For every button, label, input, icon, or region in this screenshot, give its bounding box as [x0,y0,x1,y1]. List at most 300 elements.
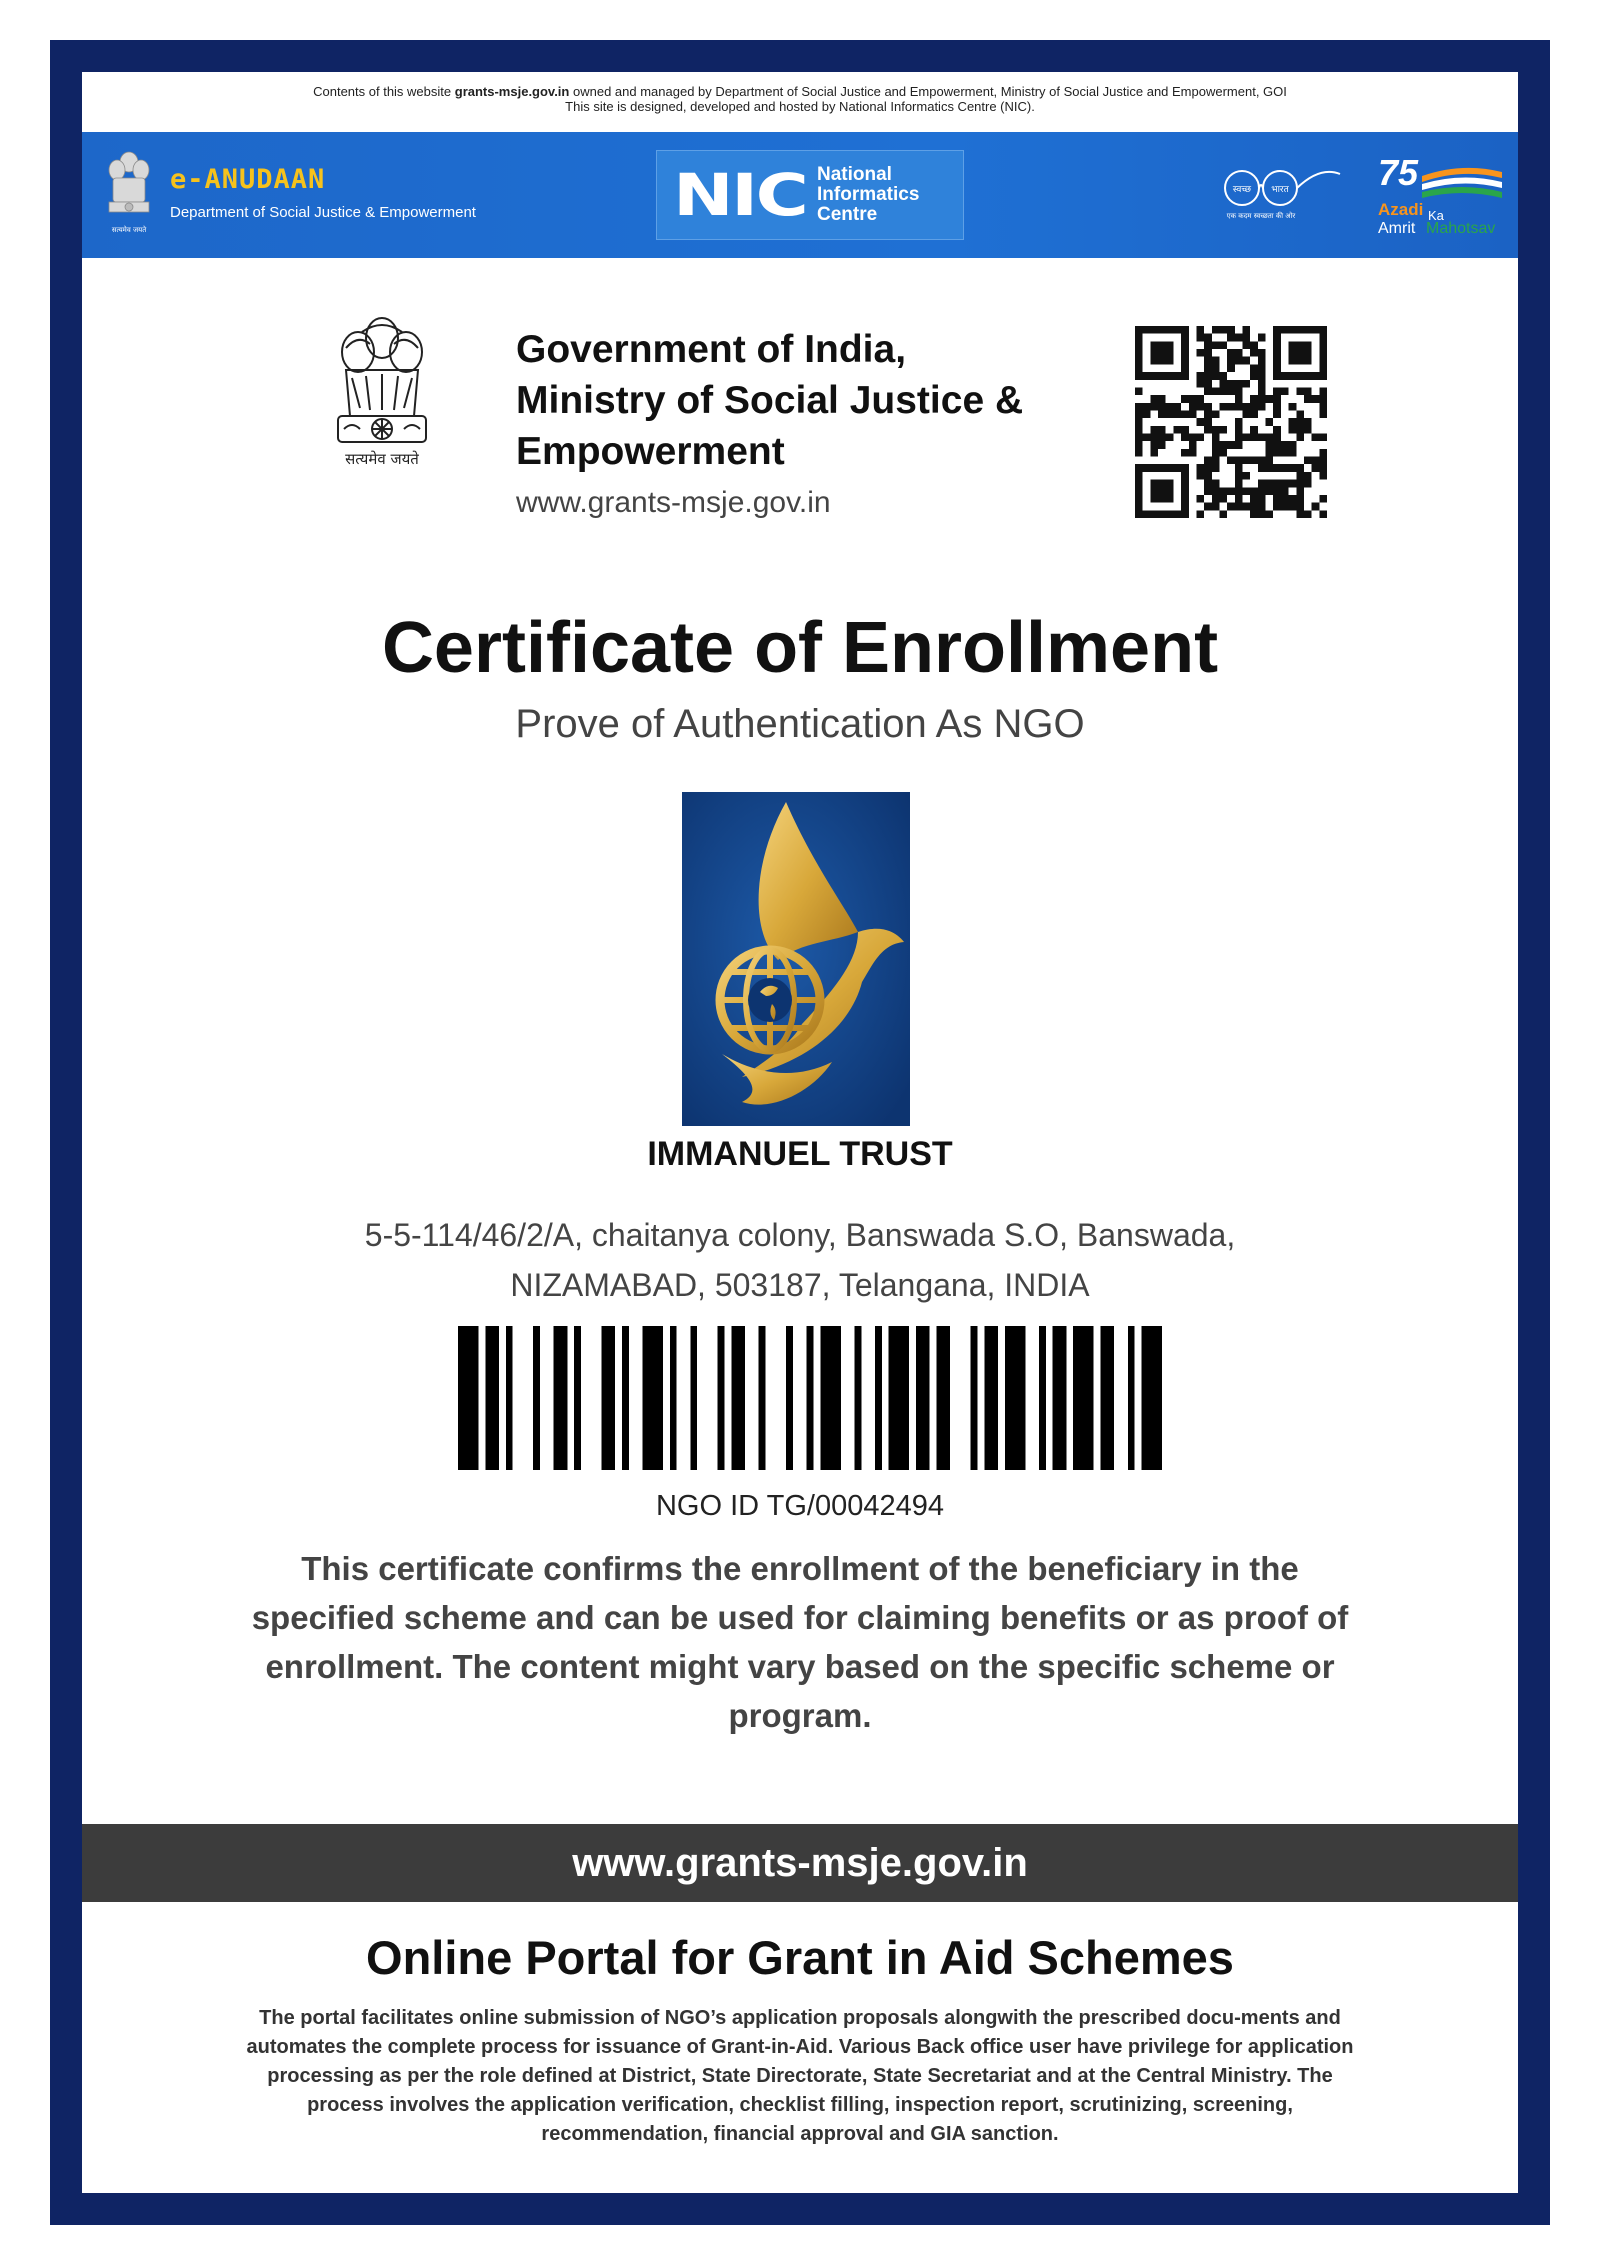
qr-module [1204,380,1212,388]
qr-module [1212,426,1220,434]
barcode-bar [485,1326,499,1470]
qr-module [1204,487,1212,495]
qr-module [1243,487,1251,495]
qr-module [1250,457,1258,465]
qr-module [1296,472,1304,480]
certificate-statement: This certificate confirms the enrollment of the beneficiary in the specified scheme and can be used for claiming benefits or as proof of enrollment. The content might vary based on the specific scheme or program. [251,1550,1349,1734]
azadi-number: 75 [1378,152,1419,193]
qr-module [1227,387,1235,395]
qr-module [1235,434,1243,442]
qr-module [1212,357,1220,365]
qr-module [1250,372,1258,380]
portal-name: e-ANUDAAN [170,164,326,195]
qr-module [1319,403,1327,411]
qr-module [1212,326,1220,334]
barcode-bar [786,1326,793,1470]
qr-module [1296,434,1304,442]
qr-module [1212,464,1220,472]
qr-module [1319,495,1327,503]
qr-module [1250,510,1258,518]
qr-module [1135,403,1143,411]
qr-module [1227,349,1235,357]
qr-module [1158,441,1166,449]
qr-module [1319,449,1327,457]
barcode-bar [875,1326,882,1470]
qr-module [1212,372,1220,380]
nic-mark: NIC [673,161,807,229]
qr-module [1273,434,1281,442]
qr-module [1227,380,1235,388]
barcode-bar [759,1326,766,1470]
qr-module [1196,395,1204,403]
qr-finder-square [1150,341,1173,364]
barcode-bar [854,1326,861,1470]
qr-module [1289,441,1297,449]
qr-module [1235,495,1243,503]
qr-module [1219,326,1227,334]
qr-module [1235,487,1243,495]
barcode-bar [807,1326,814,1470]
qr-module [1196,472,1204,480]
qr-module [1243,403,1251,411]
qr-module [1235,457,1243,465]
ngo-logo-dove-globe-icon [682,792,910,1126]
qr-module [1204,464,1212,472]
qr-module [1219,510,1227,518]
qr-module [1219,372,1227,380]
qr-module [1312,434,1320,442]
qr-module [1135,441,1143,449]
qr-module [1266,487,1274,495]
qr-module [1304,395,1312,403]
ngo-id: NGO ID TG/00042494 [655,1490,944,1522]
certificate-subtitle: Prove of Authentication As NGO [515,702,1085,746]
barcode-bar [533,1326,540,1470]
qr-module [1296,503,1304,511]
qr-module [1196,380,1204,388]
qr-module [1273,387,1281,395]
qr-finder-square [1289,341,1312,364]
qr-module [1135,426,1143,434]
qr-module [1227,503,1235,511]
qr-module [1281,495,1289,503]
qr-module [1266,480,1274,488]
qr-module [1289,418,1297,426]
barcode-bar [690,1326,697,1470]
qr-module [1212,387,1220,395]
swachh-word2: भारत [1271,185,1289,195]
certificate-title: Certificate of Enrollment [381,608,1219,688]
qr-module [1150,434,1158,442]
national-emblem-icon [104,148,154,240]
qr-module [1150,403,1158,411]
qr-module [1281,387,1289,395]
qr-module [1281,464,1289,472]
qr-module [1227,334,1235,342]
qr-module [1189,434,1197,442]
qr-module [1212,341,1220,349]
qr-module [1243,326,1251,334]
qr-module [1304,418,1312,426]
qr-module [1289,503,1297,511]
qr-module [1273,503,1281,511]
qr-module [1204,334,1212,342]
portal-description: The portal facilitates online submission of NGO’s application proposals alongwith the prescribed docu-ments and automates the complete process for issuance of Grant-in-Aid. Various Back office user have privilege for application processing as per the role defined at District, State Directorate, State Secretariat and at the Central Ministry. The process involves the application verification, checklist filling, inspection report, scrutinizing, screening, recommendation, financial approval and GIA sanction. [246,2007,1354,2145]
qr-module [1258,403,1266,411]
qr-module [1235,418,1243,426]
qr-module [1289,449,1297,457]
qr-module [1135,418,1143,426]
qr-module [1196,403,1204,411]
qr-module [1266,395,1274,403]
qr-module [1243,410,1251,418]
qr-module [1219,449,1227,457]
qr-module [1196,418,1204,426]
qr-module [1281,487,1289,495]
qr-module [1219,341,1227,349]
qr-module [1250,364,1258,372]
qr-module [1258,380,1266,388]
barcode-icon [458,1326,1162,1470]
qr-module [1212,410,1220,418]
qr-module [1235,387,1243,395]
qr-module [1212,457,1220,465]
qr-module [1204,403,1212,411]
tricolour-flag-icon [1422,162,1502,198]
department-name: Department of Social Justice & Empowerment [170,204,476,221]
qr-module [1243,334,1251,342]
qr-module [1189,395,1197,403]
qr-module [1181,426,1189,434]
barcode-bar [984,1326,998,1470]
qr-module [1273,441,1281,449]
qr-module [1258,495,1266,503]
barcode-bar [1100,1326,1114,1470]
swachh-word1: स्वच्छ [1232,185,1252,195]
qr-module [1289,426,1297,434]
qr-module [1227,326,1235,334]
barcode-bar [889,1326,910,1470]
qr-module [1304,472,1312,480]
site-disclaimer [82,84,1518,114]
qr-module [1250,434,1258,442]
qr-module [1212,441,1220,449]
qr-module [1319,510,1327,518]
emblem-motto: सत्यमेव जयते [345,450,419,468]
qr-module [1296,487,1304,495]
azadi-ka-amrit-mahotsav-logo [1378,152,1508,248]
qr-module [1173,426,1181,434]
authority-line1: Government of India, [516,328,907,371]
qr-module [1273,449,1281,457]
qr-module [1258,395,1266,403]
qr-module [1281,503,1289,511]
qr-module [1227,457,1235,465]
qr-module [1296,418,1304,426]
qr-module [1289,495,1297,503]
qr-module [1258,487,1266,495]
nic-full-name: National Informatics Centre [817,164,920,225]
qr-module [1296,387,1304,395]
qr-module [1204,387,1212,395]
qr-module [1266,464,1274,472]
qr-module [1266,510,1274,518]
qr-module [1204,410,1212,418]
qr-module [1235,464,1243,472]
qr-module [1181,410,1189,418]
qr-module [1150,449,1158,457]
qr-module [1296,410,1304,418]
barcode-bar [554,1326,568,1470]
barcode-bar [622,1326,629,1470]
qr-module [1158,410,1166,418]
qr-module [1312,457,1320,465]
qr-module [1258,364,1266,372]
barcode-bar [1053,1326,1067,1470]
header-banner [82,132,1518,258]
qr-module [1243,457,1251,465]
barcode-bar [916,1326,930,1470]
qr-module [1227,357,1235,365]
certificate-sheet [82,72,1518,2193]
qr-module [1319,395,1327,403]
qr-module [1250,487,1258,495]
qr-module [1250,495,1258,503]
qr-module [1227,403,1235,411]
qr-module [1150,441,1158,449]
barcode-bar [820,1326,841,1470]
qr-module [1296,426,1304,434]
barcode-bar [1039,1326,1046,1470]
qr-module [1250,349,1258,357]
qr-module [1258,334,1266,342]
qr-module [1235,349,1243,357]
azadi-ka: Ka [1428,208,1444,223]
qr-module [1150,426,1158,434]
azadi-amrit: Amrit [1378,220,1416,237]
qr-module [1212,480,1220,488]
qr-module [1227,441,1235,449]
qr-module [1196,334,1204,342]
qr-module [1273,487,1281,495]
qr-module [1235,380,1243,388]
qr-module [1235,472,1243,480]
qr-module [1250,410,1258,418]
qr-module [1212,364,1220,372]
qr-finder-square [1150,480,1173,503]
qr-module [1258,480,1266,488]
qr-module [1143,434,1151,442]
qr-module [1189,410,1197,418]
qr-module [1319,472,1327,480]
footer-url-strip [82,1824,1518,1902]
qr-module [1250,503,1258,511]
barcode-bar [602,1326,616,1470]
qr-module [1258,357,1266,365]
qr-module [1304,510,1312,518]
qr-module [1258,510,1266,518]
barcode-bar [458,1326,479,1470]
qr-module [1296,510,1304,518]
qr-module [1204,364,1212,372]
qr-module [1235,480,1243,488]
qr-module [1319,410,1327,418]
qr-module [1235,395,1243,403]
qr-module [1204,357,1212,365]
qr-module [1135,387,1143,395]
qr-module [1189,441,1197,449]
nic-logo [656,150,964,240]
qr-module [1212,503,1220,511]
qr-module [1258,387,1266,395]
qr-module [1243,357,1251,365]
qr-module [1204,472,1212,480]
qr-module [1250,403,1258,411]
qr-module [1243,380,1251,388]
qr-module [1189,449,1197,457]
qr-module [1273,395,1281,403]
barcode-bar [1073,1326,1094,1470]
qr-module [1319,457,1327,465]
qr-module [1273,495,1281,503]
qr-module [1204,372,1212,380]
barcode-bar [643,1326,664,1470]
qr-module [1181,395,1189,403]
barcode-bar [731,1326,745,1470]
barcode-bar [718,1326,725,1470]
qr-module [1304,457,1312,465]
qr-module [1319,387,1327,395]
ngo-name: IMMANUEL TRUST [647,1135,953,1173]
azadi-word: Azadi [1378,200,1424,219]
qr-module [1212,487,1220,495]
qr-module [1319,434,1327,442]
qr-module [1204,341,1212,349]
qr-module [1135,449,1143,457]
qr-module [1258,349,1266,357]
qr-module [1158,395,1166,403]
qr-module [1166,403,1174,411]
qr-module [1235,426,1243,434]
footer-url-link[interactable]: www.grants-msje.gov.in [572,1841,1028,1885]
qr-module [1219,387,1227,395]
ashoka-emblem-icon [322,312,442,470]
qr-module [1204,349,1212,357]
qr-module [1258,372,1266,380]
qr-module [1204,503,1212,511]
qr-module [1296,480,1304,488]
qr-module [1304,480,1312,488]
qr-module [1158,426,1166,434]
qr-module [1196,464,1204,472]
qr-module [1204,426,1212,434]
qr-module [1189,403,1197,411]
qr-module [1319,464,1327,472]
qr-module [1204,418,1212,426]
qr-module [1196,372,1204,380]
qr-module [1166,410,1174,418]
qr-module [1243,434,1251,442]
authority-line2: Ministry of Social Justice & [516,379,1024,422]
qr-module [1135,410,1143,418]
qr-module [1281,441,1289,449]
barcode-bar [670,1326,677,1470]
disclaimer-site: grants-msje.gov.in [454,84,570,99]
qr-module [1266,449,1274,457]
qr-module [1219,426,1227,434]
qr-module [1266,418,1274,426]
qr-module [1289,403,1297,411]
qr-module [1235,441,1243,449]
qr-module [1312,395,1320,403]
qr-module [1273,410,1281,418]
qr-module [1212,495,1220,503]
qr-module [1250,395,1258,403]
qr-module [1258,457,1266,465]
qr-module [1250,341,1258,349]
azadi-mahotsav: Mahotsav [1426,220,1496,237]
qr-module [1196,510,1204,518]
address-line1: 5-5-114/46/2/A, chaitanya colony, Banswada S.O, Banswada, [364,1217,1236,1253]
swachh-tagline: एक कदम स्वच्छता की ओर [1226,212,1296,220]
qr-module [1219,441,1227,449]
qr-module [1312,503,1320,511]
qr-module [1289,464,1297,472]
qr-module [1296,495,1304,503]
qr-module [1281,449,1289,457]
qr-module [1143,403,1151,411]
qr-module [1243,472,1251,480]
qr-module [1166,434,1174,442]
qr-module [1273,480,1281,488]
header-url-link[interactable]: www.grants-msje.gov.in [516,486,831,519]
disclaimer-line1: Contents of this website grants-msje.gov.in owned and managed by Department of Social Justice and Empowerment, Ministry of Social Justice and Empowerment, GOI [313,84,1287,99]
qr-module [1243,503,1251,511]
qr-module [1219,403,1227,411]
qr-module [1227,487,1235,495]
authority-line3: Empowerment [516,430,785,473]
qr-module [1196,434,1204,442]
qr-module [1266,457,1274,465]
qr-module [1173,410,1181,418]
qr-module [1235,403,1243,411]
qr-module [1196,495,1204,503]
qr-module [1158,403,1166,411]
qr-module [1289,480,1297,488]
emblem-motto-small: सत्यमेव जयते [111,226,147,234]
disclaimer-line2: This site is designed, developed and hosted by National Informatics Centre (NIC). [565,99,1035,114]
qr-module [1219,380,1227,388]
qr-module [1143,410,1151,418]
qr-module [1258,503,1266,511]
qr-module [1204,457,1212,465]
qr-module [1281,480,1289,488]
qr-module [1235,334,1243,342]
qr-module [1204,480,1212,488]
qr-module [1266,441,1274,449]
barcode-bar [506,1326,513,1470]
barcode-bar [1141,1326,1162,1470]
qr-module [1304,426,1312,434]
qr-module [1135,434,1143,442]
qr-module [1212,434,1220,442]
qr-module [1150,395,1158,403]
qr-module [1266,434,1274,442]
qr-module [1273,426,1281,434]
qr-module [1273,464,1281,472]
qr-module [1250,426,1258,434]
ngo-address [82,1210,1518,1310]
